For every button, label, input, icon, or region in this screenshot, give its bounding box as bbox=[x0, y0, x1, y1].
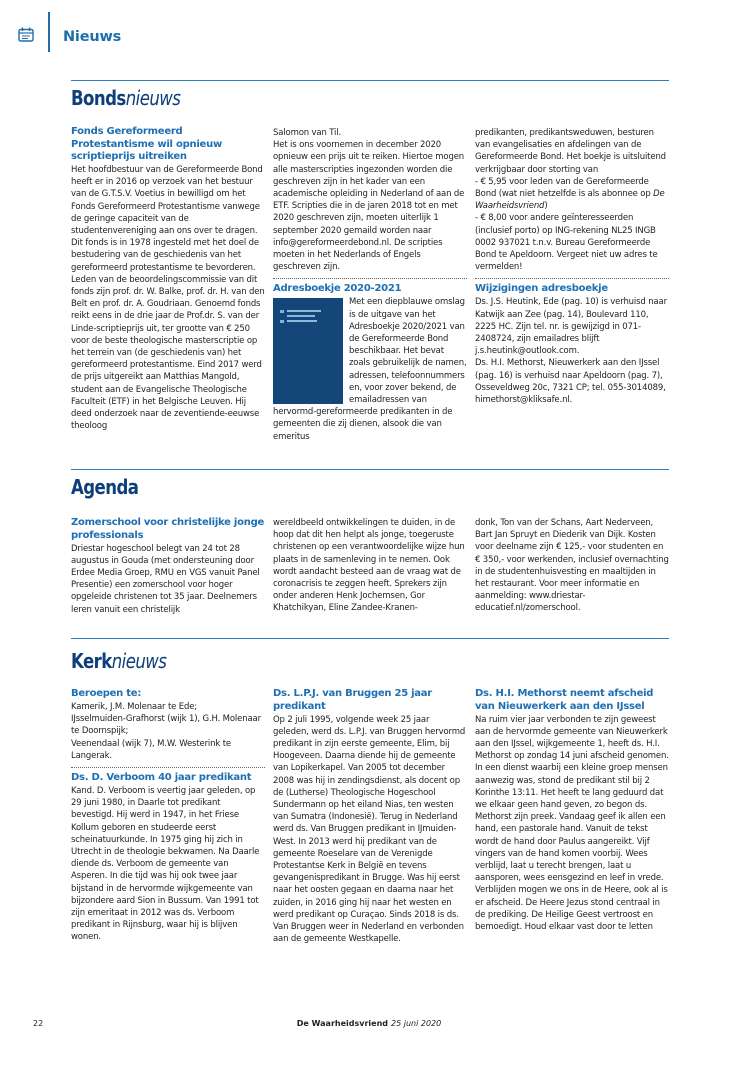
agenda-heading: Agenda bbox=[71, 475, 139, 499]
publication-footer: De Waarheidsvriend 25 juni 2020 bbox=[296, 1019, 442, 1028]
bondsnieuws-column-2 bbox=[273, 127, 467, 456]
page-number: 22 bbox=[33, 1019, 44, 1028]
dotted-separator bbox=[273, 278, 467, 279]
article-text: predikanten, predikantsweduwen, besturen van evangelisaties en afdelingen van de Gereformeerde Bond. Het boekje is uitsluitend verkrijgbaar door storting van bbox=[475, 128, 666, 175]
article-text: wereldbeeld ontwikkelingen te duiden, in de hoop dat dit hen helpt als jonge, toegeruste christenen op een verantwoordelijke wijze hun plaats in de samenleving in te nemen. Ook wordt aandacht besteed aan de vraag wat de coronacrisis te zeggen heeft. Sprekers zijn onder anderen Henk Jochemsen, Gor Khatchikyan, Eline Zandee-Kranen- bbox=[273, 518, 465, 614]
article-text: Ds. J.S. Heutink, Ede (pag. 10) is verhuisd naar Katwijk aan Zee (pag. 14), Boulevard 110, 2225 HC. Zijn tel. nr. is gewijzigd in 071-2408724, zijn emailadres blijft j.s.heutink@outlook.com. bbox=[475, 297, 667, 357]
article-text: Ds. H.I. Methorst, Nieuwerkerk aan den IJssel (pag. 16) is verhuisd naar Apeldoorn (pag. 7), Osseveldweg 20c, 7321 CP; tel. 055-3014089, himethorst@kliksafe.nl. bbox=[475, 358, 666, 406]
kerknieuws-column-1 bbox=[71, 688, 265, 1008]
article-text: donk, Ton van der Schans, Aart Nederveen, Bart Jan Spruyt en Diederik van Dijk. Kosten voor deelname zijn € 125,- voor studenten en € 350,- voor werkenden, inclusief overnachting in de studentenhuisvesting en maaltijden in het restaurant. Voor meer informatie en aanmelding: www.driestar-educatief.nl/zomerschool. bbox=[475, 518, 669, 614]
agenda-column-1 bbox=[71, 517, 265, 627]
article-heading: Fonds Gereformeerd Protestantisme wil opnieuw scriptieprijs uitreiken bbox=[71, 126, 222, 162]
article-text: - € 5,95 voor leden van de Gereformeerde Bond (wat niet hetzelfde is als abonnee op De Waarheidsvriend) bbox=[475, 176, 665, 212]
article-text: Met een diepblauwe omslag is de uitgave van het Adresboekje 2020/2021 van de Gereformeerde Bond beschikbaar. Het bevat zoals gebruikelijk de namen, adressen, telefoonnummers en, voor zover bekend, de emailadressen van hervormd-gereformeerde predikanten in de gemeenten die zij dienen, alsook die van emeritus bbox=[273, 297, 467, 442]
article-text: Het is ons voornemen in december 2020 opnieuw een prijs uit te reiken. Hiertoe mogen alle masterscripties ingezonden worden die geschreven zijn in het kader van een academische opleiding in Nederland of aan de ETF. Scripties die in de jaren 2018 tot en met 2020 geschreven zijn, moeten uiterlijk 1 september 2020 gemaild worden naar info@gereformeerdebond.nl. De scripties moeten in het Nederlands of Engels geschreven zijn. bbox=[273, 140, 465, 273]
section-rule bbox=[71, 469, 669, 470]
article-heading: Ds. D. Verboom 40 jaar predikant bbox=[71, 772, 252, 784]
kerknieuws-column-3 bbox=[475, 688, 669, 1008]
publication-name: De Waarheidsvriend bbox=[475, 189, 665, 212]
article-text: Kamerik, J.M. Molenaar te Ede; bbox=[71, 702, 198, 712]
article-text: Driestar hogeschool belegt van 24 tot 28 augustus in Gouda (met ondersteuning door Erdee Media Groep, RMU en VGS vanuit Panel Presentie) een zomerschool voor hoger opgeleide christenen tot 35 jaar. Deelnemers leren vanuit een christelijk bbox=[71, 543, 260, 615]
article-text: Na ruim vier jaar verbonden te zijn geweest aan de hervormde gemeente van Nieuwerkerk aan den IJssel, wijkgemeente 1, heeft ds. H.I. Methorst op zondag 14 juni afscheid genomen. In een dienst waarbij een kleine groep mensen aanwezig was, stond de predikant stil bij 2 Korinthe 13:11. Het heeft te lang geduurd dat we elkaar geen hand geven, zo begon ds. Methorst zijn preek. Vandaag geef ik allen een hand, een pastorale hand. Vanuit de tekst wordt de hand door Paulus aangereikt. Vijf vingers van de hand komen voorbij. Wees verblijd, laat u terecht brengen, laat u aansporen, wees eensgezind en leef in vrede. Verblijden mogen we ons in de Heere, ook al is er afscheid. De Heere Jezus stond centraal in de prediking. De Heilige Geest vertroost en bemoedigt. Houd elkaar vast door te letten bbox=[475, 714, 669, 932]
bondsnieuws-heading: Bondsnieuws bbox=[71, 86, 181, 110]
agenda-column-3 bbox=[475, 517, 669, 627]
agenda-column-2 bbox=[273, 517, 467, 627]
article-text: Veenendaal (wijk 7), M.W. Westerink te Langerak. bbox=[71, 738, 231, 761]
kerknieuws-column-2 bbox=[273, 688, 467, 1008]
article-text: Op 2 juli 1995, volgende week 25 jaar geleden, werd ds. L.P.J. van Bruggen hervormd predikant in zijn eerste gemeente, Elim, bij Hoogeveen. Daarna diende hij de gemeente van Lopikerkapel. Van 2005 tot december 2008 was hij in zendingsdienst, als docent op de (Lutherse) Theologische Hogeschool Sundermann op het eiland Nias, ten westen van Sumatra (Indonesië). Terug in Nederland werd ds. Van Bruggen predikant in IJmuiden-West. In 2013 werd hij predikant van de gemeente Roeselare van de Verenigde Protestantse Kerk in België en tevens gevangenispredikant in Brugge. Was hij eerst naar het oosten gegaan en daarna naar het zuiden, in 2016 ging hij naar het westen en werd predikant op Curaçao. Sinds 2018 is ds. Van Bruggen weer in Nederland en verbonden aan de gemeente Westkapelle. bbox=[273, 714, 466, 945]
article-heading: Zomerschool voor christelijke jonge professionals bbox=[71, 517, 265, 541]
section-title: Nieuws bbox=[63, 29, 122, 45]
kerknieuws-heading: Kerknieuws bbox=[71, 649, 167, 673]
header-divider bbox=[48, 12, 50, 52]
calendar-icon bbox=[18, 27, 34, 42]
adresboekje-cover-image bbox=[273, 298, 343, 404]
article-heading: Wijzigingen adresboekje bbox=[475, 283, 608, 295]
bondsnieuws-column-3 bbox=[475, 127, 669, 456]
article-heading: Adresboekje 2020-2021 bbox=[273, 283, 402, 295]
dotted-separator bbox=[71, 767, 265, 768]
section-rule bbox=[71, 80, 669, 81]
article-text: Het hoofdbestuur van de Gereformeerde Bond heeft er in 2016 op verzoek van het bestuur van de G.T.S.V. Voetius in bewilligd om het Fonds Gereformeerd Protestantisme vanwege de geringe capaciteit van de studentenvereniging aan ons over te dragen. Dit fonds is in 1978 ingesteld met het doel de bestudering van de geschiedenis van het gereformeerd protestantisme te bevorderen. Leden van de beoordelingscommissie van dit fonds zijn prof. dr. W. Balke, prof. dr. H. van den Belt en prof. dr. A. Goudriaan. Genoemd fonds reikt eens in de drie jaar de Prof.dr. S. van der Linde-scriptieprijs uit, ter grootte van € 250 voor de beste theologische masterscriptie op het terrein van (de geschiedenis van) het gereformeerd protestantisme. Eind 2017 werd de prijs uitgereikt aan Matthias Mangold, student aan de Evangelische Theologische Faculteit (ETF) in het Belgische Leuven. Hij deed onderzoek naar de zeventiende-eeuwse theoloog bbox=[71, 165, 265, 432]
dotted-separator bbox=[475, 278, 669, 279]
bondsnieuws-column-1 bbox=[71, 126, 265, 456]
section-rule bbox=[71, 638, 669, 639]
article-text: Kand. D. Verboom is veertig jaar geleden, op 29 juni 1980, in Daarle tot predikant bevestigd. Hij werd in 1947, in het Friese Kollum geboren en studeerde eerst scheinatuurkunde. In 1975 ging hij zich in Utrecht in de theologie bekwamen. Na Daarle diende ds. Verboom de gemeente van Asperen. In die tijd was hij ook twee jaar bijstand in de hervormde wijkgemeente van bijzondere aard Sion in Bussum. Van 1991 tot zijn emeritaat in 2012 was ds. Verboom predikant in Rijnsburg, waar hij is blijven wonen. bbox=[71, 786, 260, 943]
article-text: - € 8,00 voor andere geïnteresseerden (inclusief porto) op ING-rekening NL25 INGB 0002 937021 t.n.v. Bureau Gereformeerde Bond te Apeldoorn. Vergeet niet uw adres te vermelden! bbox=[475, 213, 658, 273]
article-text: Salomon van Til. bbox=[273, 128, 342, 138]
article-text: IJsselmuiden-Grafhorst (wijk 1), G.H. Molenaar te Doornspijk; bbox=[71, 714, 261, 737]
article-heading: Ds. L.P.J. van Bruggen 25 jaar predikant bbox=[273, 688, 432, 712]
article-heading: Beroepen te: bbox=[71, 688, 142, 699]
article-heading: Ds. H.I. Methorst neemt afscheid van Nieuwerkerk aan den IJssel bbox=[475, 688, 654, 712]
